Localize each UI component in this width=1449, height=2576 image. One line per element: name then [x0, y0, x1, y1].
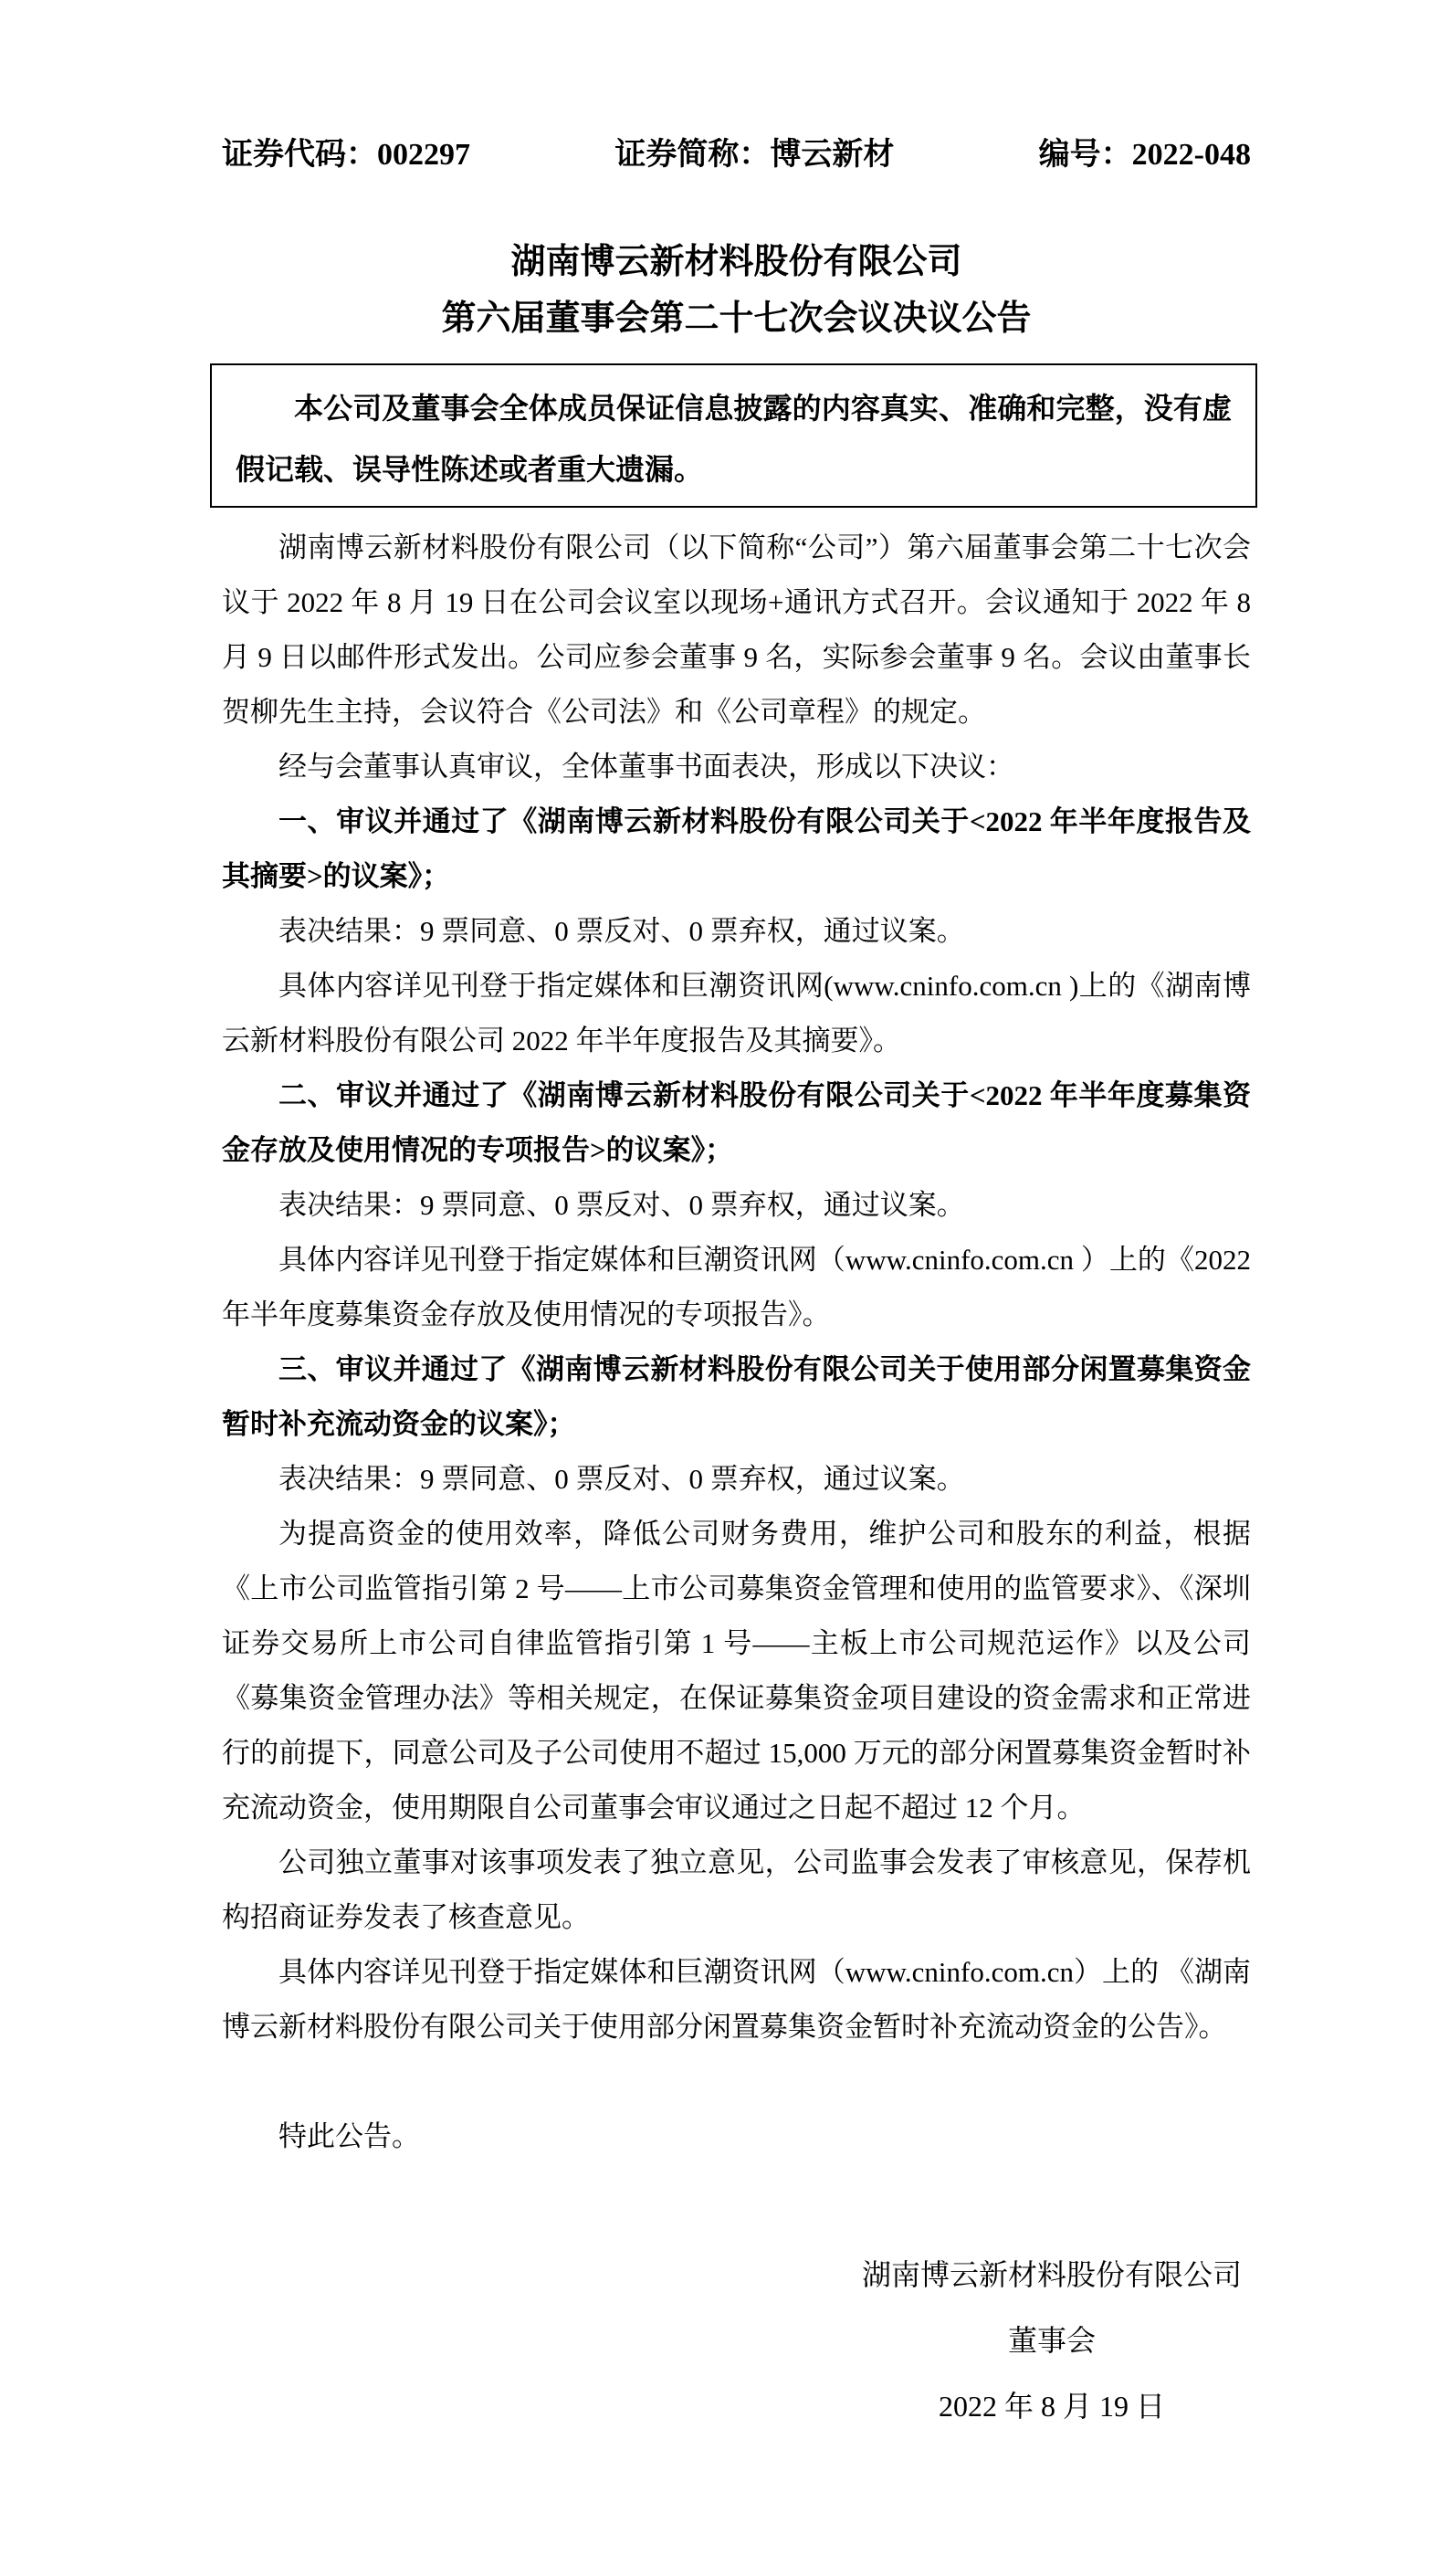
company-title: 湖南博云新材料股份有限公司 [510, 243, 962, 281]
paragraph: 特此公告。 [278, 2120, 420, 2152]
stock-abbr: 证券简称：博云新材 [614, 138, 895, 172]
paragraph: 三、审议并通过了《湖南博云新材料股份有限公司关于使用部分闲置募集资金暂时补充流动资金的议案》； [222, 1353, 1251, 1440]
paragraph: 湖南博云新材料股份有限公司（以下简称“公司”）第六届董事会第二十七次会议于 2022 年 8 月 19 日在公司会议室以现场+通讯方式召开。会议通知于 2022 年 8 月 9 日以邮件形式发出。公司应参会董事 9 名，实际参会董事 9 名。会议由董事长贺柳先生主持，会议符合《公司法》和《公司章程》的规定。 [222, 531, 1251, 728]
paragraph: 二、审议并通过了《湖南博云新材料股份有限公司关于<2022 年半年度募集资金存放及使用情况的专项报告>的议案》； [222, 1079, 1251, 1166]
paragraph: 一、审议并通过了《湖南博云新材料股份有限公司关于<2022 年半年度报告及其摘要>的议案》； [222, 805, 1251, 892]
signature-block [853, 2242, 1251, 2439]
paragraph: 表决结果：9 票同意、0 票反对、0 票弃权，通过议案。 [278, 1189, 965, 1221]
meeting-title: 第六届董事会第二十七次会议决议公告 [441, 300, 1032, 338]
paragraph: 为提高资金的使用效率，降低公司财务费用，维护公司和股东的利益，根据《上市公司监管指引第 2 号——上市公司募集资金管理和使用的监管要求》、《深圳证券交易所上市公司自律监管指引第 1 号——主板上市公司规范运作》以及公司《募集资金管理办法》等相关规定，在保证募集资金项目建设的资金需求和正常进行的前提下，同意公司及子公司使用不超过 15,000 万元的部分闲置募集资金暂时补充流动资金，使用期限自公司董事会审议通过之日起不超过 12 个月。 [222, 1518, 1251, 1824]
paragraph: 具体内容详见刊登于指定媒体和巨潮资讯网（www.cninfo.com.cn ）上的《2022 年半年度募集资金存放及使用情况的专项报告》。 [222, 1244, 1251, 1330]
document-body [222, 520, 1251, 2164]
document-header [222, 133, 1251, 177]
disclaimer-text: 本公司及董事会全体成员保证信息披露的内容真实、准确和完整，没有虚假记载、误导性陈述或者重大遗漏。 [236, 392, 1232, 486]
paragraph: 表决结果：9 票同意、0 票反对、0 票弃权，通过议案。 [278, 1463, 965, 1495]
signature-date: 2022 年 8 月 19 日 [938, 2390, 1165, 2423]
paragraph: 经与会董事认真审议，全体董事书面表决，形成以下决议： [278, 751, 1014, 783]
announcement-number: 编号：2022-048 [1038, 138, 1251, 172]
paragraph: 公司独立董事对该事项发表了独立意见，公司监事会发表了审核意见，保荐机构招商证券发表了核查意见。 [222, 1846, 1251, 1933]
signature-board: 董事会 [1007, 2324, 1096, 2357]
paragraph: 具体内容详见刊登于指定媒体和巨潮资讯网（www.cninfo.com.cn）上的 《湖南博云新材料股份有限公司关于使用部分闲置募集资金暂时补充流动资金的公告》。 [222, 1956, 1251, 2043]
paragraph: 表决结果：9 票同意、0 票反对、0 票弃权，通过议案。 [278, 915, 965, 947]
signature-company: 湖南博云新材料股份有限公司 [861, 2258, 1242, 2291]
paragraph: 具体内容详见刊登于指定媒体和巨潮资讯网(www.cninfo.com.cn )上的《湖南博云新材料股份有限公司 2022 年半年度报告及其摘要》。 [222, 970, 1251, 1057]
stock-code: 证券代码：002297 [222, 138, 470, 172]
disclaimer-box [210, 363, 1257, 508]
